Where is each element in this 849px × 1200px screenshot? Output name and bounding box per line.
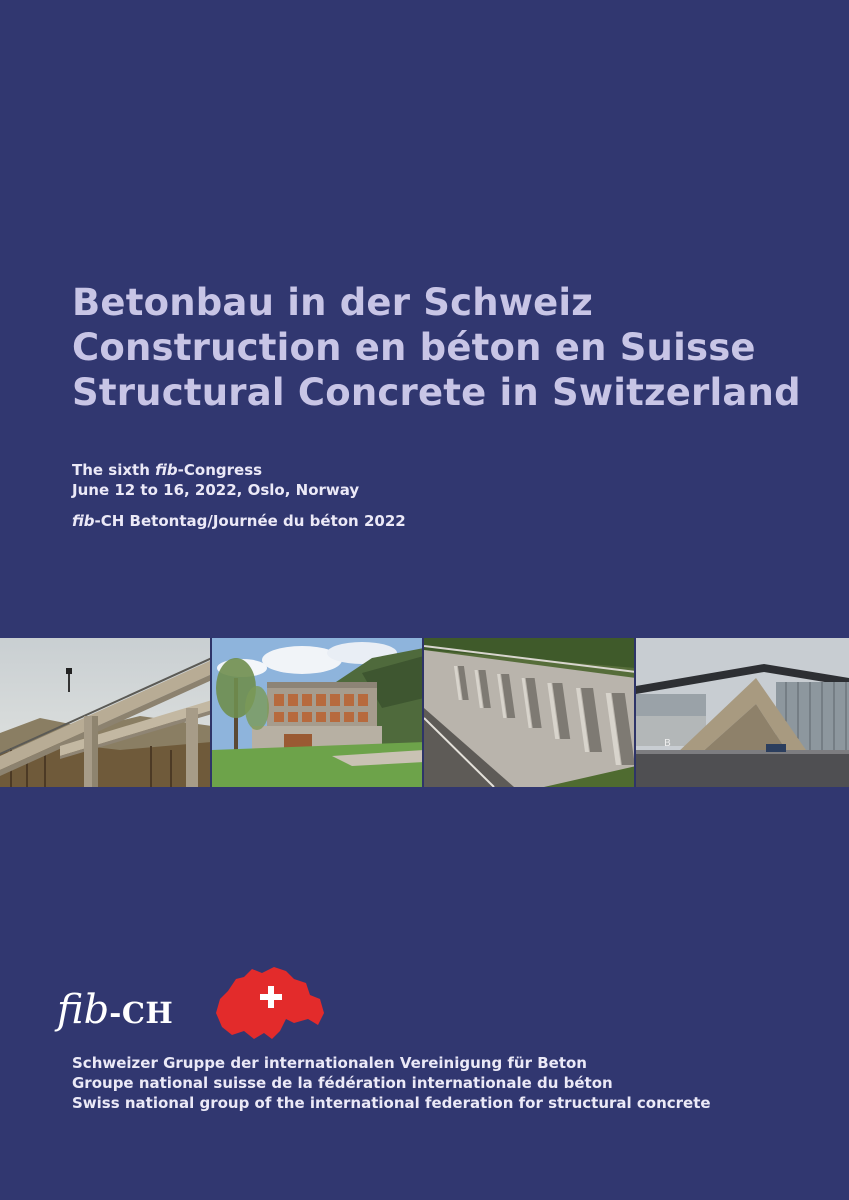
event-info: [72, 460, 772, 531]
title-german: Betonbau in der Schweiz: [72, 281, 594, 324]
fib-ch-logo: [57, 965, 357, 1045]
title-block: [72, 280, 832, 415]
bridge-photo: [0, 638, 212, 787]
footer-french: Groupe national suisse de la fédération internationale du béton: [72, 1074, 613, 1092]
footer-block: [72, 1053, 832, 1113]
svg-text:B: B: [664, 738, 671, 749]
title-english: Structural Concrete in Switzerland: [72, 371, 801, 414]
congress-dates: June 12 to 16, 2022, Oslo, Norway: [72, 481, 360, 499]
footer-german: Schweizer Gruppe der internationalen Vereinigung für Beton: [72, 1054, 587, 1072]
congress-line: The sixth fib-Congress: [72, 461, 263, 479]
fib-ch-wordmark: fib-CH: [57, 987, 174, 1033]
footer-english: Swiss national group of the international federation for structural concrete: [72, 1094, 711, 1112]
title-french: Construction en béton en Suisse: [72, 326, 756, 369]
building-photo: [212, 638, 424, 787]
betontag-line: fib-CH Betontag/Journée du béton 2022: [72, 512, 406, 530]
photo-strip: [0, 638, 849, 787]
station-photo: [636, 638, 849, 787]
swiss-map-icon: [214, 965, 326, 1041]
retaining-wall-photo: [424, 638, 636, 787]
